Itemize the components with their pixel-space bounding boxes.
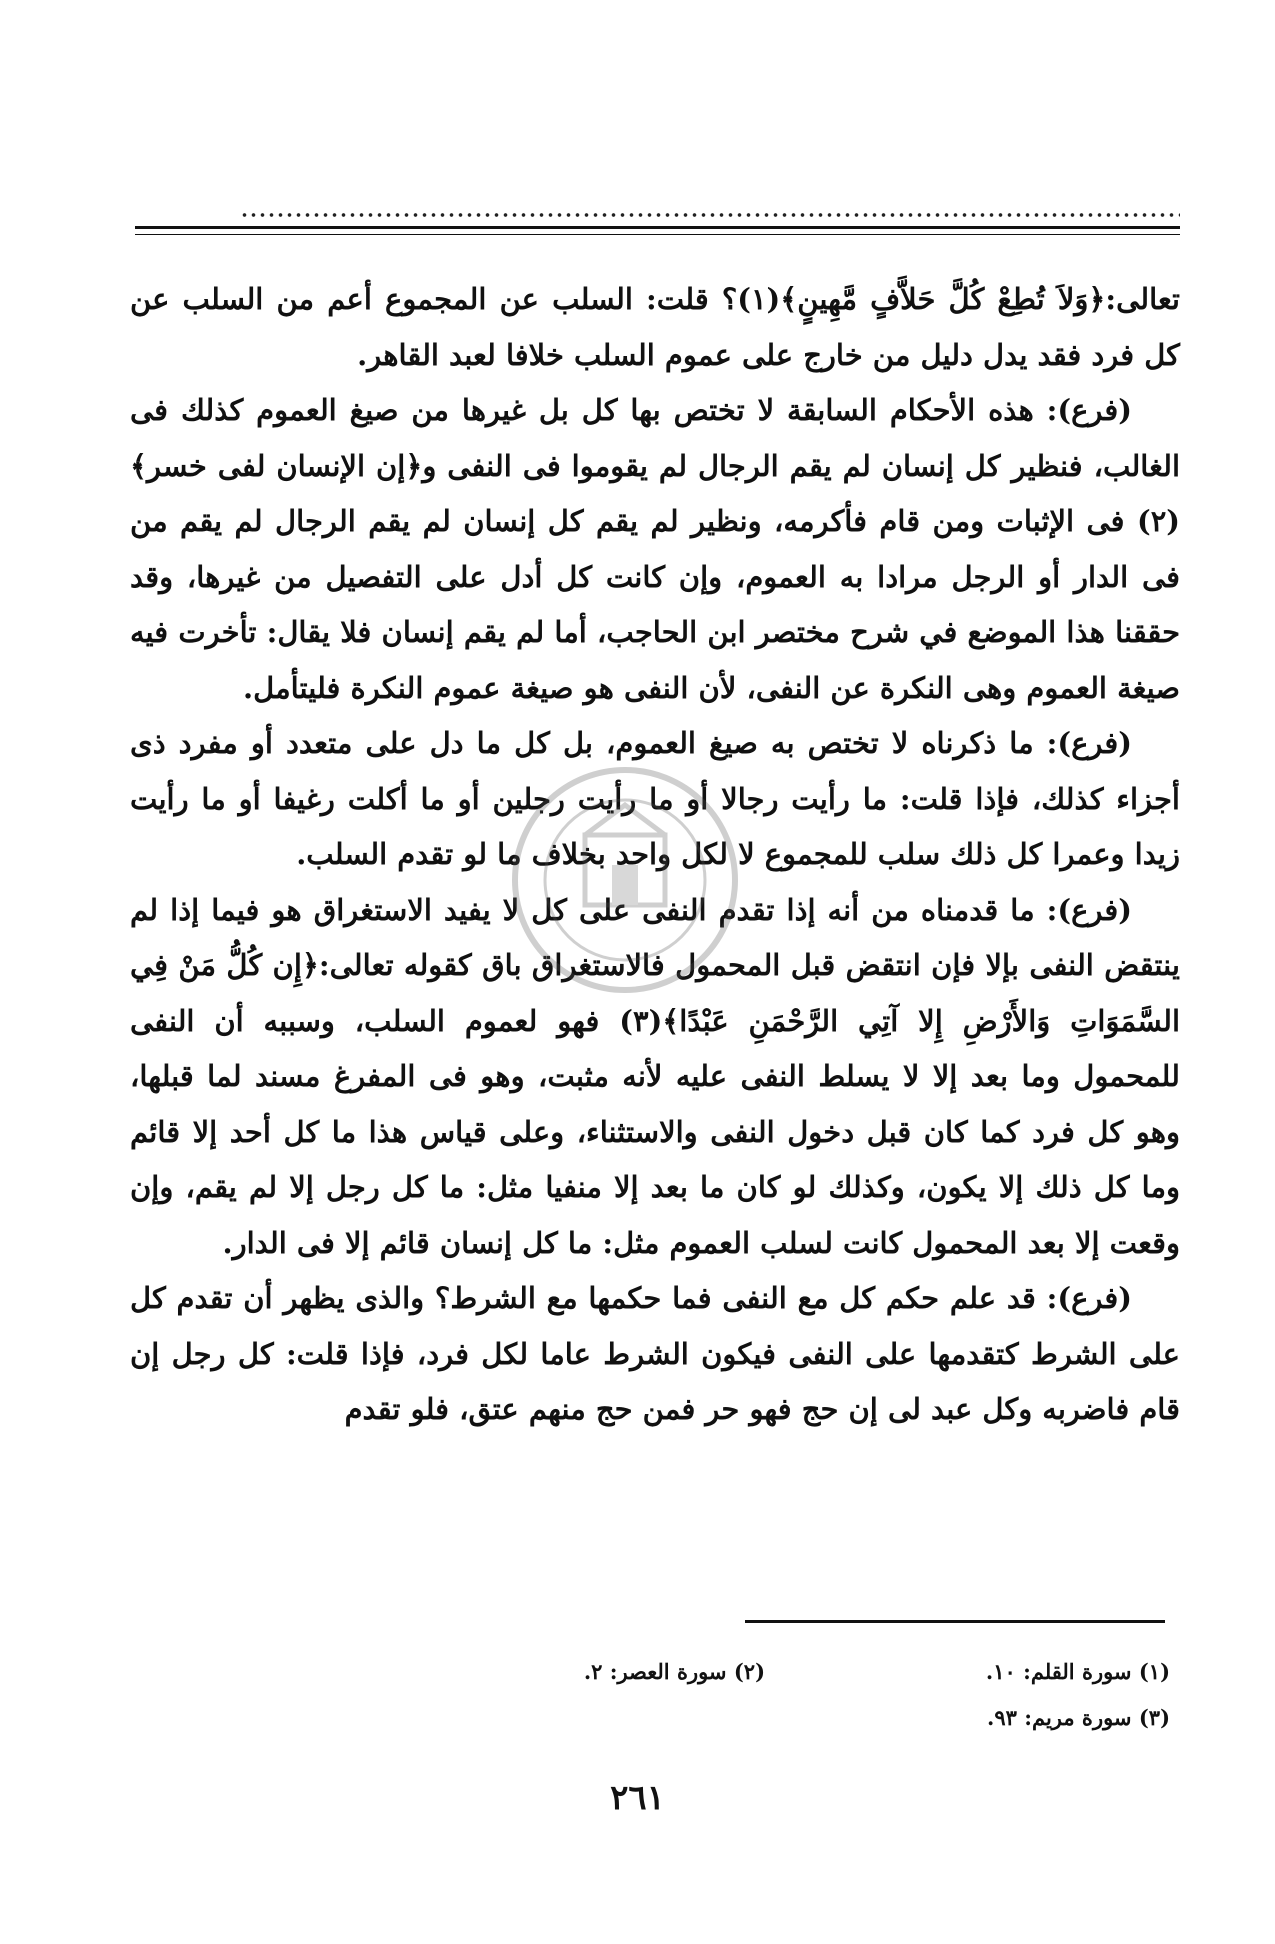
footnote-1: (١) سورة القلم: ١٠.: [985, 1658, 1170, 1684]
paragraph: تعالى:﴿وَلاَ تُطِعْ كُلَّ حَلاَّفٍ مَّهِينٍ﴾(١)؟ قلت: السلب عن المجموع أعم من السلب عن كل فرد فقد يدل دليل من خارج على عموم السلب خلافا لعبد القاهر.: [130, 282, 1180, 372]
footnote-3: (٣) سورة مريم: ٩٣.: [987, 1704, 1170, 1730]
footnotes: [360, 1648, 1170, 1740]
library-stamp-icon: [500, 755, 750, 1005]
footnote-row: [360, 1648, 1170, 1694]
page-number: ٢٦١: [610, 1778, 665, 1818]
footnote-separator: [745, 1620, 1165, 1623]
header-rule: [135, 226, 1180, 229]
paragraph: (فرع): ما قدمناه من أنه إذا تقدم النفى على كل لا يفيد الاستغراق هو فيما إذا لم ينتقض النفى بإلا فإن انتقض قبل المحمول فالاستغراق باق كقوله تعالى:﴿إِن كُلُّ مَنْ فِي السَّمَوَاتِ وَالأَرْضِ إِلا آتِي الرَّحْمَنِ عَبْدًا﴾(٣) فهو لعموم السلب، وسببه أن النفى للمحمول وما بعد إلا لا يسلط النفى عليه لأنه مثبت، وهو فى المفرغ مسند لما قبلها، وهو كل فرد كما كان قبل دخول النفى والاستثناء، وعلى قياس هذا ما كل أحد إلا قائم وما كل ذلك إلا يكون، وكذلك لو كان ما بعد إلا منفيا مثل: ما كل رجل إلا لم يقم، وإن وقعت إلا بعد المحمول كانت لسلب العموم مثل: ما كل إنسان قائم إلا فى الدار.: [130, 892, 1180, 1260]
header-rule-thin: [135, 234, 1180, 235]
header-dotted-line: [240, 212, 1180, 218]
footnote-row: [360, 1694, 1170, 1740]
paragraph: (فرع): هذه الأحكام السابقة لا تختص بها كل بل غيرها من صيغ العموم كذلك فى الغالب، فنظير كل إنسان لم يقم الرجال لم يقوموا فى النفى و﴿إن الإنسان لفى خسر﴾(٢) فى الإثبات ومن قام فأكرمه، ونظير لم يقم كل إنسان لم يقم الرجال لم يقم من فى الدار أو الرجل مرادا به العموم، وإن كانت كل أدل على التفصيل من غيرها، وقد حققنا هذا الموضع في شرح مختصر ابن الحاجب، أما لم يقم إنسان فلا يقال: تأخرت فيه صيغة العموم وهى النكرة عن النفى، لأن النفى هو صيغة عموم النكرة فليتأمل.: [130, 393, 1180, 705]
paragraph: (فرع): ما ذكرناه لا تختص به صيغ العموم، بل كل ما دل على متعدد أو مفرد ذى أجزاء كذلك، فإذا قلت: ما رأيت رجالا أو ما رأيت رجلين أو ما أكلت رغيفا أو ما رأيت زيدا وعمرا كل ذلك سلب للمجموع لا لكل واحد بخلاف ما لو تقدم السلب.: [130, 726, 1180, 871]
footnote-2: (٢) سورة العصر: ٢.: [583, 1658, 765, 1684]
paragraph: (فرع): قد علم حكم كل مع النفى فما حكمها مع الشرط؟ والذى يظهر أن تقدم كل على الشرط كتقدمها على النفى فيكون الشرط عاما لكل فرد، فإذا قلت: كل رجل إن قام فاضربه وكل عبد لى إن حج فهو حر فمن حج منهم عتق، فلو تقدم: [130, 1281, 1180, 1426]
